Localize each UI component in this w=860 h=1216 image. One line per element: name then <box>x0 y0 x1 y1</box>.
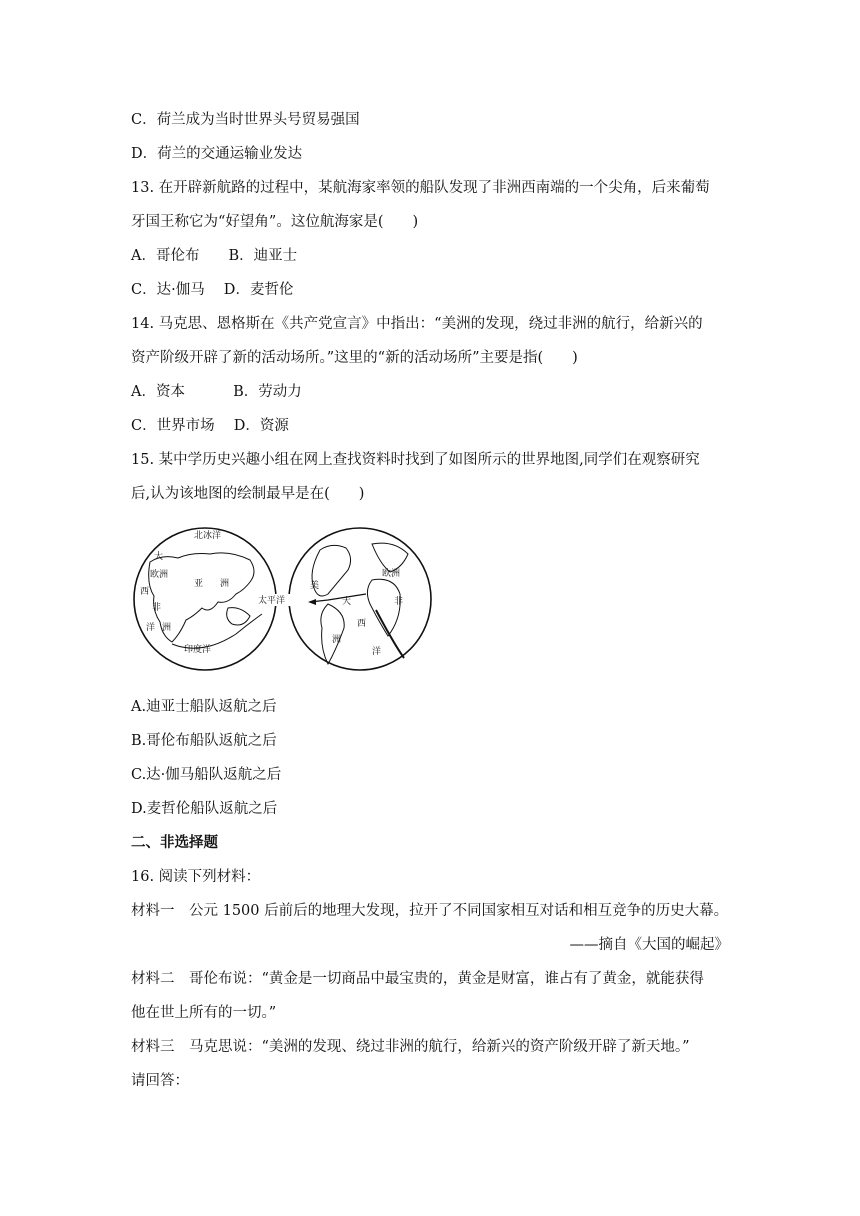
question-15-line1: 15. 某中学历史兴趣小组在网上查找资料时找到了如图所示的世界地图,同学们在观察研究 <box>131 452 700 468</box>
question-16: 16. 阅读下列材料： <box>131 869 261 885</box>
label-fei-right: 非 <box>394 597 404 607</box>
label-asia-1: 亚 <box>194 579 204 589</box>
options-q13-cd: C．达·伽马 D．麦哲伦 <box>131 282 294 298</box>
world-map-figure <box>132 524 434 674</box>
label-indian-ocean: 印度洋 <box>184 645 212 655</box>
options-q14-ab: A．资本 B．劳动力 <box>131 384 302 400</box>
option-q15-b: B.哥伦布船队返航之后 <box>131 733 277 749</box>
label-pacific: 太平洋 <box>258 596 286 606</box>
option-q15-c: C.达·伽马船队返航之后 <box>131 767 282 783</box>
option-q12-d: D．荷兰的交通运输业发达 <box>131 146 303 162</box>
label-zhou-left: 洲 <box>162 623 172 633</box>
option-q15-a: A.迪亚士船队返航之后 <box>131 699 277 715</box>
label-da-right: 大 <box>342 597 352 607</box>
question-13-line2: 牙国王称它为“好望角”。这位航海家是( ) <box>131 214 419 230</box>
label-yang-right: 洋 <box>372 647 382 657</box>
answer-prompt: 请回答： <box>131 1073 189 1089</box>
label-mei: 美 <box>310 581 320 591</box>
material-1-source: ——摘自《大国的崛起》 <box>569 937 729 953</box>
label-north-ocean: 北冰洋 <box>194 531 222 541</box>
label-europe-left: 欧洲 <box>150 570 169 580</box>
option-q15-d: D.麦哲伦船队返航之后 <box>131 801 278 817</box>
label-zhou-right: 洲 <box>332 635 342 645</box>
section-heading-non-choice: 二、非选择题 <box>131 834 218 851</box>
right-hemisphere <box>289 528 431 670</box>
option-q12-c: C．荷兰成为当时世界头号贸易强国 <box>131 112 360 128</box>
options-q13-ab: A．哥伦布 B．迪亚士 <box>131 248 298 264</box>
options-q14-cd: C．世界市场 D．资源 <box>131 418 289 434</box>
label-yang-left: 洋 <box>146 623 156 633</box>
material-1: 材料一 公元 1500 后前后的地理大发现，拉开了不同国家相互对话和相互竞争的历史大幕。 <box>131 903 729 919</box>
label-europe-right: 欧洲 <box>382 569 401 579</box>
material-2-line1: 材料二 哥伦布说：“黄金是一切商品中最宝贵的，黄金是财富，谁占有了黄金，就能获得 <box>131 971 704 987</box>
question-14-line2: 资产阶级开辟了新的活动场所。”这里的“新的活动场所”主要是指( ) <box>131 350 578 366</box>
label-xi-right: 西 <box>357 619 367 629</box>
question-15-line2: 后,认为该地图的绘制最早是在( ) <box>131 486 365 502</box>
label-xi-left: 西 <box>140 587 150 597</box>
material-3: 材料三 马克思说：“美洲的发现、绕过非洲的航行，给新兴的资产阶级开辟了新天地。” <box>131 1039 690 1055</box>
question-13-line1: 13. 在开辟新航路的过程中，某航海家率领的船队发现了非洲西南端的一个尖角，后来葡萄 <box>131 180 710 196</box>
label-da-left: 大 <box>154 552 164 562</box>
material-2-line2: 他在世上所有的一切。” <box>131 1005 277 1021</box>
label-asia-2: 洲 <box>220 579 230 589</box>
question-14-line1: 14. 马克思、恩格斯在《共产党宣言》中指出：“美洲的发现，绕过非洲的航行，给新兴的 <box>131 316 703 332</box>
label-fei-left: 非 <box>152 603 162 613</box>
